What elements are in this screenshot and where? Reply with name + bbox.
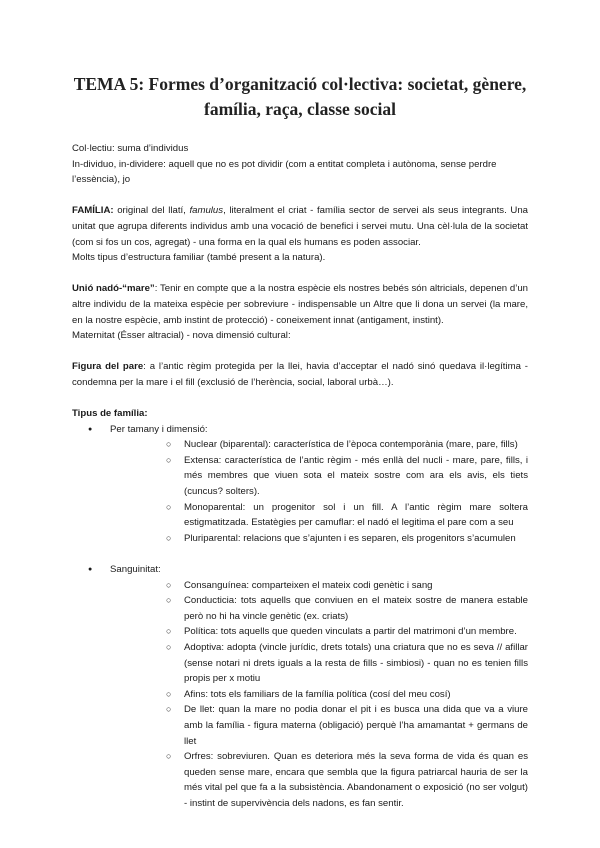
- list-item: [72, 422, 528, 562]
- list-item: ○ De llet: quan la mare no podia donar el pit i es busca una dida que va a viure amb la família - figura materna (obligació) perquè l’ha amamantat + germans de llet: [110, 702, 528, 749]
- intro-line-individuo: In-dividuo, in-dividere: aquell que no es pot dividir (com a entitat completa i autònoma, sense perdre l’essència), jo: [72, 158, 497, 186]
- list-item: ○ Conducticia: tots aquells que conviuen en el mateix sostre de manera estable però no hi ha vincle genètic (ex. criats): [110, 593, 528, 624]
- pare-text: : a l’antic règim protegida per la llei, havia d’acceptar el nadó sinó quedava il·legítima - condemna per la mare i el fill (exclusió de l’herència, social, laboral urbà…).: [72, 361, 528, 388]
- familia-line2: Molts tipus d’estructura familiar (també present a la natura).: [72, 252, 326, 264]
- group-label-sanguinitat: Sanguinitat:: [110, 564, 161, 576]
- group-label-tamany: Per tamany i dimensió:: [110, 423, 208, 435]
- list-item: ○ Monoparental: un progenitor sol i un fill. A l’antic règim mare soltera estigmatitzada. Estatègies per camuflar: el nadó el legitima el pare com a seu: [110, 500, 528, 531]
- sublist-tamany: [110, 437, 528, 546]
- unio-line2: Maternitat (Ésser altracial) - nova dimensió cultural:: [72, 330, 291, 342]
- pare-paragraph: [72, 359, 528, 390]
- unio-paragraph: [72, 281, 528, 328]
- document-page: [72, 72, 528, 812]
- list-item: ○ Extensa: característica de l’antic règim - més enllà del nucli - mare, pare, fills, i més membres que viuen sota el mateix sostre com ara els avis, els tiets (cuncus? solters).: [110, 453, 528, 500]
- sublist-sanguinitat: [110, 578, 528, 812]
- list-item: ○ Nuclear (biparental): característica de l’època contemporània (mare, pare, fills): [110, 437, 528, 453]
- unio-text: : Tenir en compte que a la nostra espècie els nostres bebés són altricials, depenen d’un altre individu de la mateixa espècie per sobreviure - indispensable un Altre que li dona un servei (la mare, en la nostre espècie, amb instint de protecció) - coneixement innat (antigament, instint).: [72, 283, 528, 326]
- document-title: TEMA 5: Formes d’organització col·lectiva: societat, gènere, família, raça, classe social: [73, 74, 527, 119]
- list-item: ○ Pluriparental: relacions que s’ajunten i es separen, els progenitors s’acumulen: [110, 531, 528, 547]
- tipus-list: [72, 422, 528, 812]
- tipus-heading: Tipus de família:: [72, 408, 148, 420]
- list-item: ○ Orfres: sobreviuren. Quan es deteriora més la seva forma de vida és quan es queden sense mare, encara que sembla que la figura patriarcal hauria de ser la més vital pel que fa a la subsistència. Abandonament o exposició (no ser volgut) - instint de supervivència dels nadons, es fan sentir.: [110, 749, 528, 811]
- familia-paragraph: [72, 203, 528, 250]
- familia-text-rest: , literalment el criat - família sector de servei als seus integrants. Una unitat que agrupa diferents individus amb una vocació de benefici i servei mutu. Una cèl·lula de la societat (com si fos un cos, agregat) - una forma en la qual els humans es poden associar.: [72, 205, 528, 248]
- list-item: ○ Política: tots aquells que queden vinculats a partir del matrimoni d’un membre.: [110, 624, 528, 640]
- list-item: ○ Afins: tots els familiars de la família política (cosí del meu cosí): [110, 687, 528, 703]
- list-item: ○ Consanguínea: comparteixen el mateix codi genètic i sang: [110, 578, 528, 594]
- intro-line-collectiu: Col·lectiu: suma d’individus: [72, 143, 189, 154]
- list-item: ○ Adoptiva: adopta (vincle jurídic, drets totals) una criatura que no es seva // afillar (sense notari ni drets iguals a la resta de fills - simbiosi) - quan no es tenien fills propis per x motiu: [110, 640, 528, 687]
- familia-italic-word: famulus: [189, 205, 224, 217]
- familia-text-pre: original del llatí,: [113, 205, 190, 217]
- pare-label: Figura del pare: [72, 361, 144, 373]
- unio-label: Unió nadó-“mare”: [72, 283, 155, 295]
- familia-label: FAMÍLIA:: [72, 205, 114, 217]
- list-item: [72, 562, 528, 812]
